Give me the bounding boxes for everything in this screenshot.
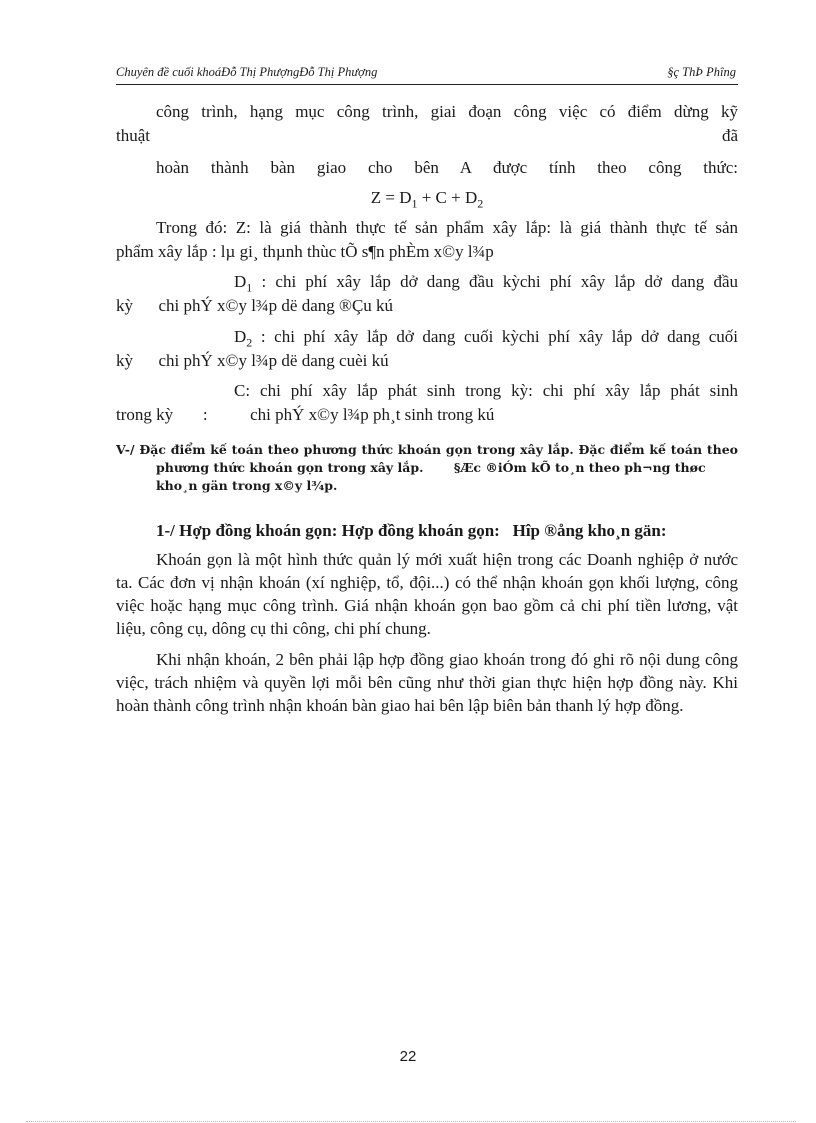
header-rule: [116, 84, 738, 85]
heading-1: 1-/ Hợp đồng khoán gọn: Hợp đồng khoán gọn: Hîp ®ång kho¸n gän:: [156, 521, 667, 540]
formula-sub2: 2: [477, 196, 484, 211]
section5-line1: V-/ Đặc điểm kế toán theo phương thức khoán gọn trong xây lắp. Đặc điểm kế toán theo: [116, 442, 738, 457]
section5-line2: phương thức khoán gọn trong xây lắp. §Æc ®iÓm kÕ to¸n theo ph¬ng thøc: [156, 460, 706, 475]
d2-label: D: [234, 327, 247, 346]
formula-lhs: Z = D: [370, 188, 412, 207]
d2-text: : chi phí xây lắp dở dang cuối kỳchi phí xây lắp dở dang cuối: [252, 327, 738, 346]
section5-line3: kho¸n gän trong x©y l¾p.: [156, 478, 338, 493]
header-right-text: §ç ThÞ Phîng: [667, 65, 736, 79]
d2-line2: kỳ chi phÝ x©y l¾p dë dang cuèi kú: [116, 351, 389, 370]
para1-line2: [116, 124, 738, 147]
bottom-rule: [26, 1121, 796, 1122]
para3: Khi nhận khoán, 2 bên phải lập hợp đồng giao khoán trong đó ghi rõ nội dung công việc, trách nhiệm và quyền lợi mỗi bên cũng như thời gian thực hiện hợp đồng này. Khi hoàn thành công trình nhận khoán bàn giao hai bên lập biên bản thanh lý hợp đồng.: [116, 650, 738, 715]
d1-text: : chi phí xây lắp dở dang đầu kỳchi phí xây lắp dở dang đầu: [252, 272, 738, 291]
para1-line2-left: thuật: [116, 126, 150, 145]
c-line2: trong kỳ : chi phÝ x©y l¾p ph¸t sinh trong kú: [116, 405, 495, 424]
page-number: 22: [399, 1048, 417, 1065]
where-line1: Trong đó: Z: là giá thành thực tế sản phẩm xây lắp: là giá thành thực tế sản: [156, 218, 738, 237]
para1-line1: công trình, hạng mục công trình, giai đoạn công việc có điểm dừng kỹ: [156, 102, 738, 121]
page-header: [116, 63, 738, 83]
c-line1: C: chi phí xây lắp phát sinh trong kỳ: chi phí xây lắp phát sinh: [234, 381, 738, 400]
d2-sub: 2: [246, 335, 253, 350]
para2: Khoán gọn là một hình thức quản lý mới xuất hiện trong các Doanh nghiệp ở nước ta. Các đơn vị nhận khoán (xí nghiệp, tổ, đội...) có thể nhận khoán gọn khối lượng, công việc hoặc hạng mục công trình. Giá nhận khoán gọn bao gồm cả chi phí tiền lương, vật liệu, công cụ, dông cụ thi công, chi phí chung.: [116, 550, 738, 638]
d1-line2: kỳ chi phÝ x©y l¾p dë dang ®Çu kú: [116, 296, 394, 315]
para1-line2-right: đã: [721, 126, 738, 145]
section5-heading: [116, 441, 738, 495]
where-line2: phẩm xây lắp : lµ gi¸ thµnh thùc tÕ s¶n phÈm x©y l¾p: [116, 242, 494, 261]
formula-mid: + C + D: [417, 188, 478, 207]
header-left-text: Chuyên đề cuối khoáĐỗ Thị PhượngĐỗ Thị Phượng: [116, 65, 378, 79]
para1-line3: hoàn thành bàn giao cho bên A được tính theo công thức:: [156, 158, 738, 177]
d1-sub: 1: [246, 280, 253, 295]
formula: [116, 186, 738, 215]
formula-sub1: 1: [411, 196, 418, 211]
d1-label: D: [234, 272, 247, 291]
